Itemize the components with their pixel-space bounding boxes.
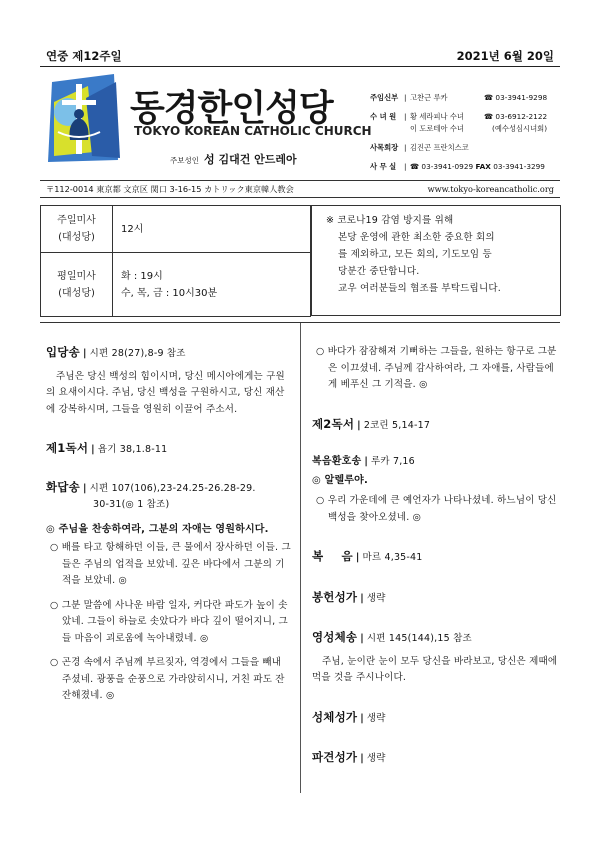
notice-mark: ※ <box>326 215 335 226</box>
phone-icon: ☎ <box>484 112 494 121</box>
church-address: 〒112-0014 東京都 文京区 関口 3-16-15 カトリック東京韓人教会 <box>46 184 294 194</box>
psalm-verse: ○ 그분 말씀에 사나운 바람 일자, 커다란 파도가 높이 솟았네. 그들이 하늘로 솟았다가 바다 깊이 떨어지니, 그들 마음이 괴로움에 녹아내렸네. ◎ <box>50 599 288 644</box>
entrance-antiphon-heading: 입당송 | 시편 28(27),8-9 참조 <box>46 345 186 359</box>
phone-icon: ☎ <box>410 162 420 171</box>
column-divider <box>300 323 301 793</box>
alleluia: ◎ 알렐루야. <box>312 474 369 486</box>
gospel-heading: 복 음 | 마르 4,35-41 <box>312 549 423 563</box>
header-divider <box>40 66 560 67</box>
psalm-heading: 화답송 | 시편 107(106),23-24.25-26.28-29. <box>46 479 256 494</box>
left-column <box>46 344 291 705</box>
contact-list <box>370 92 570 173</box>
patron-name: 성 김대건 안드레아 <box>203 153 297 166</box>
contact-nuns: 수 녀 원 | 황 세라피나 수녀 ☎ 03-6912-2122 <box>370 112 548 121</box>
church-name-english: TOKYO KOREAN CATHOLIC CHURCH <box>134 124 372 138</box>
psalm-response: ◎ 주님을 찬송하여라, 그분의 자애는 영원하시다. <box>46 523 269 535</box>
mass-row-weekday: 평일미사 (대성당) 화 : 19시 수, 목, 금 : 10시30분 <box>41 253 311 317</box>
mass-schedule-table <box>40 205 311 317</box>
church-logo-icon <box>40 72 130 164</box>
first-reading-heading: 제1독서 | 욥기 38,1.8-11 <box>46 441 168 455</box>
entrance-antiphon-text: 주님은 당신 백성의 힘이시며, 당신 메시아에게는 구원의 요새이시다. 주님, 당신 백성을 구원하시고, 당신 재산에 강복하시며, 그들을 영원히 이끌어 주소서. <box>46 370 285 415</box>
address-bar <box>40 180 560 198</box>
patron-saint <box>170 151 297 167</box>
communion-hymn-heading: 성체성가 | 생략 <box>312 709 386 724</box>
offertory-heading: 봉헌성가 | 생략 <box>312 589 386 604</box>
notice-box: ※ 코로나19 감염 방지를 위해 본당 운영에 관한 최소한 중요한 회의 를 제외하고, 모든 회의, 기도모임 등 당분간 중단합니다. 교우 여러분들의 협조를 부탁드립니다. <box>311 205 561 316</box>
gospel-acclamation-verse: ○ 우리 가운데에 큰 예언자가 나타나셨네. 하느님이 당신 백성을 찾아오셨네. ◎ <box>316 495 557 523</box>
patron-label: 주보성인 <box>170 156 199 165</box>
psalm-verse: ○ 곤경 속에서 주님께 부르짖자, 역경에서 그들을 빼내 주셨네. 광풍을 순풍으로 가라앉히시니, 거친 파도 잔잔해졌네. ◎ <box>50 657 285 701</box>
phone-icon: ☎ <box>484 93 494 102</box>
psalm-verse: ○ 배를 타고 항해하던 이들, 큰 물에서 장사하던 이들. 그들은 주님의 업적을 보았네. 깊은 바다에서 그분의 기적을 보았네. ◎ <box>50 542 291 586</box>
church-name-korean: 동경한인성당 <box>130 88 333 129</box>
gospel-acclamation-heading: 복음환호송 | 루카 7,16 <box>312 456 415 467</box>
psalm-ref-cont: 30-31(◎ 1 참조) <box>93 499 170 510</box>
mass-row-sunday: 주일미사 (대성당) 12시 <box>41 206 311 253</box>
communion-antiphon-heading: 영성체송 | 시편 145(144),15 참조 <box>312 630 472 644</box>
contact-pastor: 주임신부 | 고찬근 루카 ☎ 03-3941-9298 <box>370 93 548 102</box>
recessional-heading: 파견성가 | 생략 <box>312 750 386 764</box>
contact-office: 사 무 실 | ☎ 03-3941-0929 FAX 03-3941-3299 <box>370 162 545 171</box>
contact-council: 사목회장 | 김진곤 프란치스코 <box>370 143 469 152</box>
psalm-verse-continued: ○ 바다가 잠잠해져 기뻐하는 그들을, 원하는 항구로 그분은 이끄셨네. 주님께 감사하여라, 그 자애를, 사람들에게 베푸신 그 기적을. ◎ <box>316 346 557 390</box>
communion-antiphon-text: 주님, 눈이란 눈이 모두 당신을 바라보고, 당신은 제때에 먹을 것을 주시나이다. <box>312 655 558 683</box>
liturgical-season: 연중 제12주일 <box>46 49 122 63</box>
second-reading-heading: 제2독서 | 2코린 5,14-17 <box>312 416 431 431</box>
right-column <box>312 344 560 768</box>
bulletin-header-row <box>40 48 560 62</box>
bulletin-date: 2021년 6월 20일 <box>456 49 554 63</box>
contact-nuns-2: 이 도로테아 수녀 (예수성심시녀회) <box>410 124 548 133</box>
church-website: www.tokyo-koreancatholic.org <box>427 184 554 194</box>
